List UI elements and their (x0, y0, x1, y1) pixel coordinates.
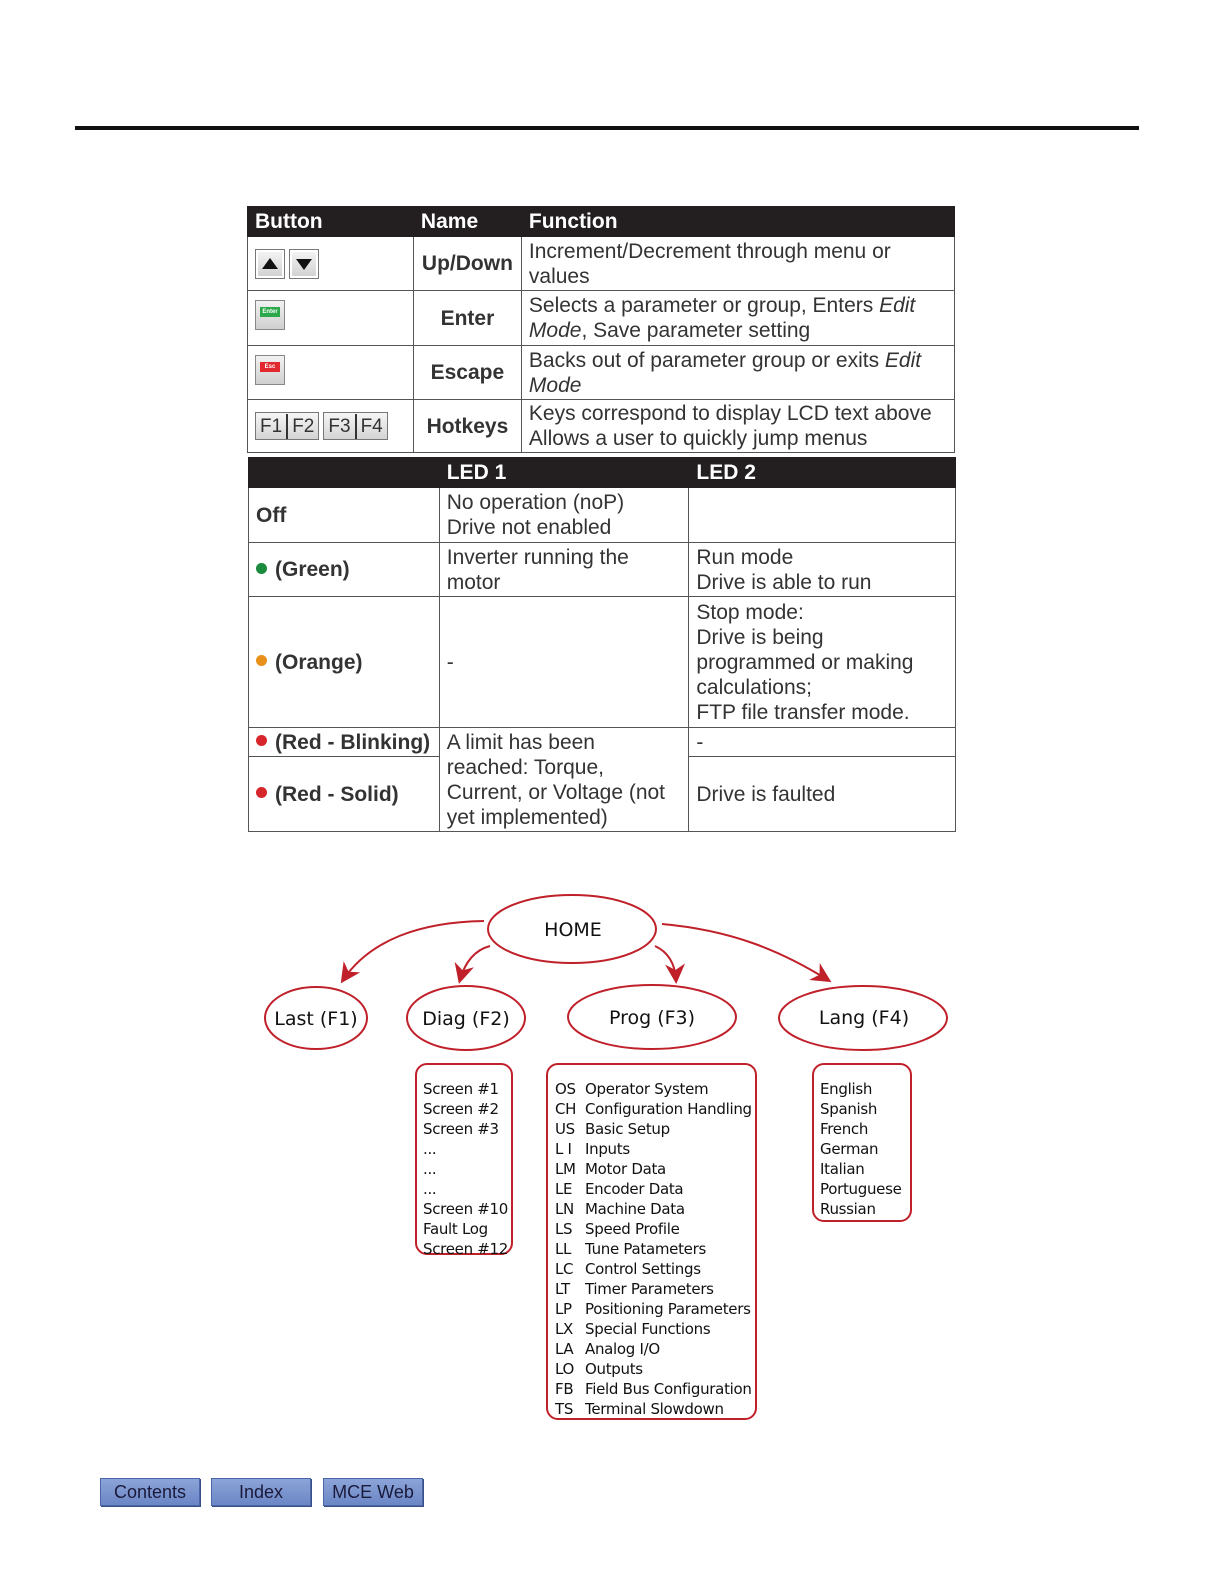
node-diag: Diag (F2) (422, 1008, 510, 1030)
arrow-down-key-icon (289, 249, 319, 279)
list-item: LS Speed Profile (555, 1220, 680, 1238)
led-state: (Green) (249, 543, 440, 597)
header-rule (75, 126, 1139, 130)
led1-cell: - (439, 597, 689, 728)
name-cell: Hotkeys (413, 400, 521, 453)
button-cell (248, 400, 414, 453)
list-item: LP Positioning Parameters (555, 1300, 751, 1318)
mce-web-button[interactable]: MCE Web (323, 1478, 423, 1506)
header-led2: LED 2 (689, 458, 956, 488)
list-item: Fault Log (423, 1220, 488, 1238)
list-item: ... (423, 1180, 437, 1198)
header-function: Function (521, 207, 954, 237)
name-cell: Enter (413, 291, 521, 346)
function-cell: Selects a parameter or group, Enters Edit Mode, Save parameter setting (521, 291, 954, 346)
orange-dot-icon (256, 655, 267, 666)
enter-key-icon: Enter (255, 300, 285, 330)
function-cell: Increment/Decrement through menu or values (521, 237, 954, 291)
list-item: Screen #2 (423, 1100, 499, 1118)
node-lang: Lang (F4) (818, 1007, 910, 1029)
led2-cell: Run mode Drive is able to run (689, 543, 956, 597)
table-row (249, 728, 956, 757)
header-state (249, 458, 440, 488)
name-cell: Up/Down (413, 237, 521, 291)
table-row (248, 346, 955, 400)
led-state: Off (249, 488, 440, 543)
contents-button[interactable]: Contents (100, 1478, 200, 1506)
lang-list (812, 1063, 912, 1222)
list-item: German (820, 1140, 879, 1158)
header-name: Name (413, 207, 521, 237)
led1-cell: Inverter running the motor (439, 543, 689, 597)
list-item: LT Timer Parameters (555, 1280, 714, 1298)
table-row (248, 400, 955, 453)
arrow-up-key-icon (255, 249, 285, 279)
list-item: Screen #3 (423, 1120, 499, 1138)
button-cell (248, 291, 414, 346)
button-cell (248, 346, 414, 400)
function-keys-icon: F1 F2 F3 F4 (255, 412, 388, 440)
list-item: Screen #1 (423, 1080, 499, 1098)
function-cell: Keys correspond to display LCD text above Allows a user to quickly jump menus (521, 400, 954, 453)
home-node: HOME (544, 919, 602, 941)
led-state: (Red - Blinking) (249, 728, 440, 757)
name-cell: Escape (413, 346, 521, 400)
list-item: Screen #12 (423, 1240, 508, 1258)
prog-list (546, 1063, 757, 1420)
list-item: French (820, 1120, 869, 1138)
list-item: LO Outputs (555, 1360, 643, 1378)
function-cell: Backs out of parameter group or exits Edit Mode (521, 346, 954, 400)
diag-list (415, 1063, 513, 1258)
list-item: English (820, 1080, 873, 1098)
list-item: LX Special Functions (555, 1320, 711, 1338)
led1-cell: No operation (noP) Drive not enabled (439, 488, 689, 543)
led2-cell (689, 488, 956, 543)
list-item: ... (423, 1140, 437, 1158)
table-row (248, 291, 955, 346)
list-item: LM Motor Data (555, 1160, 666, 1178)
list-item: CH Configuration Handling (555, 1100, 752, 1118)
header-button: Button (248, 207, 414, 237)
table-row (249, 597, 956, 728)
table-row (249, 543, 956, 597)
list-item: LE Encoder Data (555, 1180, 684, 1198)
green-dot-icon (256, 563, 267, 574)
index-button[interactable]: Index (211, 1478, 311, 1506)
red-dot-icon (256, 787, 267, 798)
list-item: TS Terminal Slowdown (555, 1400, 724, 1418)
node-prog: Prog (F3) (608, 1007, 696, 1029)
led1-cell: A limit has been reached: Torque, Current, or Voltage (not yet implemented) (439, 728, 689, 832)
menu-tree-diagram (0, 880, 1224, 1060)
led-state: (Red - Solid) (249, 757, 440, 832)
header-led1: LED 1 (439, 458, 689, 488)
list-item: Russian (820, 1200, 876, 1218)
list-item: LA Analog I/O (555, 1340, 660, 1358)
list-item: FB Field Bus Configuration (555, 1380, 752, 1398)
list-item: LL Tune Patameters (555, 1240, 706, 1258)
button-cell (248, 237, 414, 291)
list-item: US Basic Setup (555, 1120, 670, 1138)
list-item: L I Inputs (555, 1140, 630, 1158)
list-item: LN Machine Data (555, 1200, 685, 1218)
list-item: Spanish (820, 1100, 878, 1118)
red-dot-icon (256, 735, 267, 746)
led-state: (Orange) (249, 597, 440, 728)
arrow-home-to-prog (655, 946, 676, 980)
led2-cell: - (689, 728, 956, 757)
list-item: ... (423, 1160, 437, 1178)
table-row (248, 237, 955, 291)
arrow-home-to-diag (460, 946, 490, 980)
button-table (247, 206, 955, 453)
table-row (249, 488, 956, 543)
node-last: Last (F1) (274, 1008, 358, 1030)
list-item: Portuguese (820, 1180, 902, 1198)
led-table (248, 457, 956, 832)
list-item: Screen #10 (423, 1200, 508, 1218)
escape-key-icon: Esc (255, 355, 285, 385)
led2-cell: Stop mode: Drive is being programmed or making calculations; FTP file transfer mode. (689, 597, 956, 728)
arrow-home-to-lang (662, 924, 828, 980)
led2-cell: Drive is faulted (689, 757, 956, 832)
list-item: LC Control Settings (555, 1260, 701, 1278)
list-item: Italian (820, 1160, 865, 1178)
list-item: OS Operator System (555, 1080, 709, 1098)
